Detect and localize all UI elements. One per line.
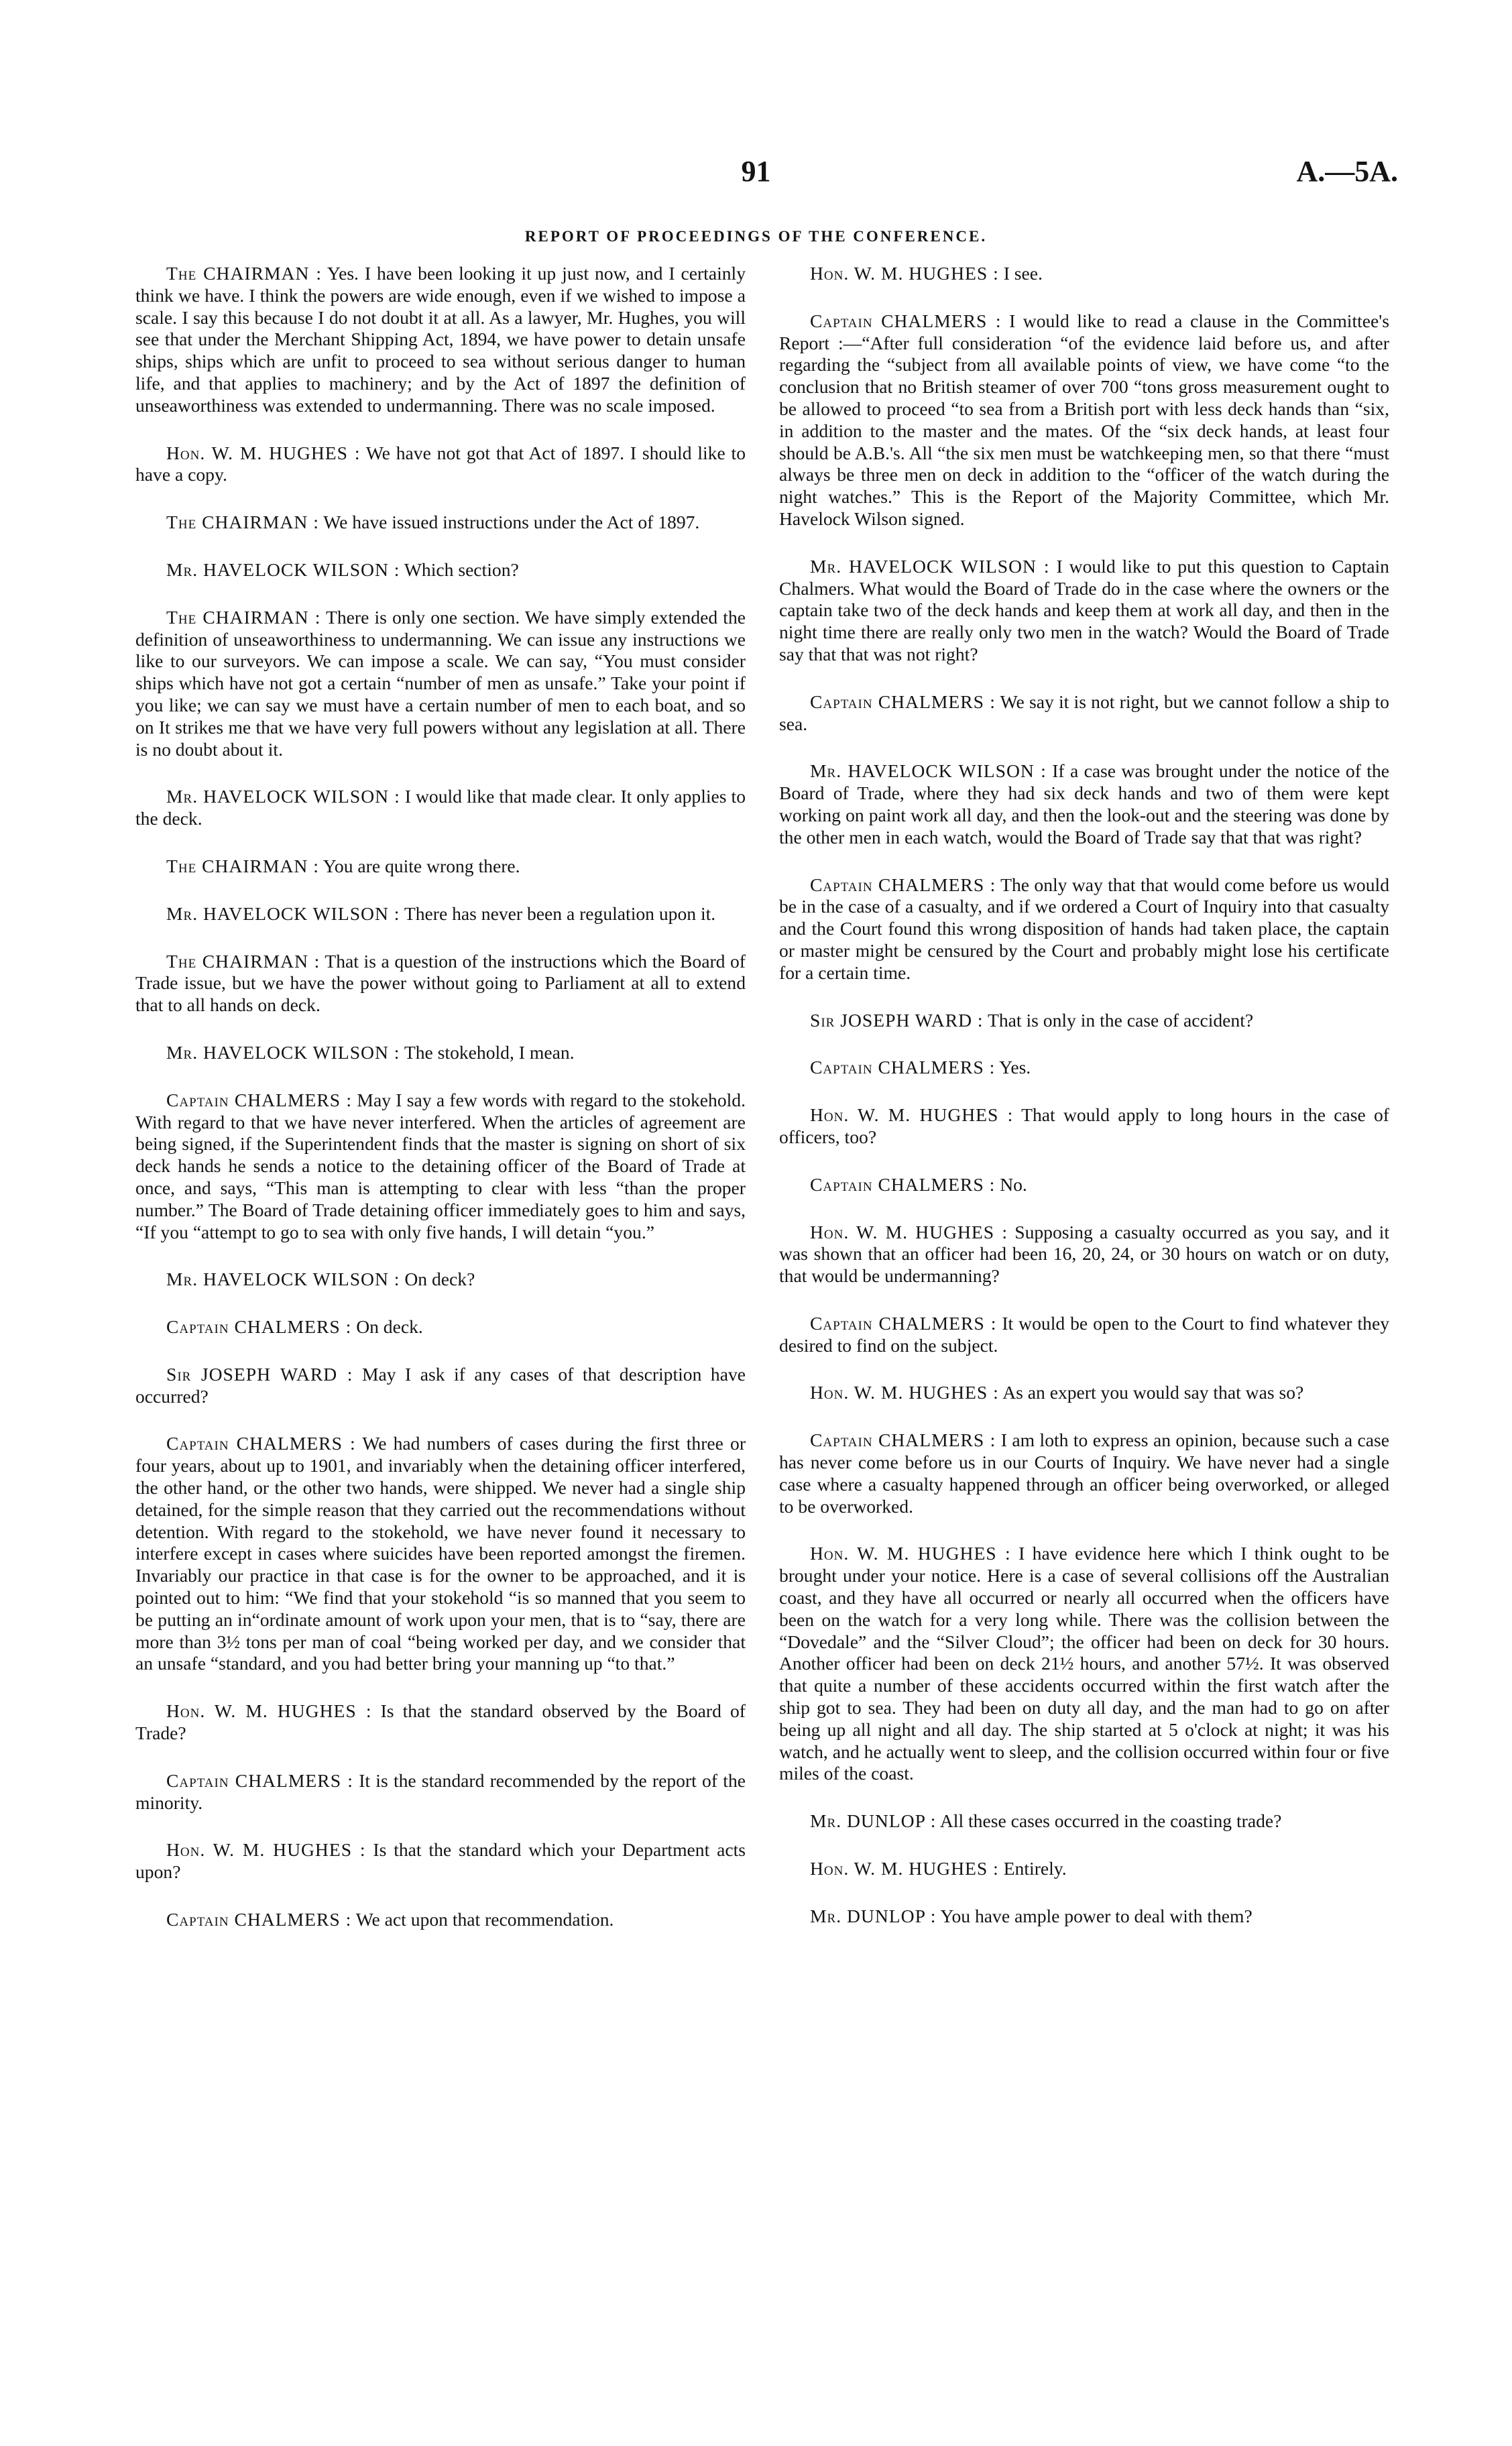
speaker-name: The CHAIRMAN : <box>166 512 319 533</box>
speech-text: May I ask if any cases of that description have occurred? <box>135 1363 746 1407</box>
speech-paragraph <box>135 1316 746 1338</box>
speaker-name: Mr. HAVELOCK WILSON : <box>166 1269 400 1290</box>
speaker-name: Sir JOSEPH WARD : <box>166 1363 353 1385</box>
speech-text: Yes. I have been looking it up just now, and I certainly think we have. I think the powers are wide enough, even if we wished to impose a scale. I say this because I do not doubt it at all. As a lawyer, Mr. Hughes, you will see that under the Merchant Shipping Act, 1894, we have power to detain unsafe ships, ships which are unfit to proceed to sea without serious danger to human life, and that applies to machinery; and by the Act of 1897 the definition of unseaworthiness was extended to undermanning. There was no scale imposed. <box>135 263 746 416</box>
speech-text: If a case was brought under the notice of the Board of Trade, where they had six deck hands and two of them were kept working on paint work all day, and then the look-out and the steering was done by the other men in each watch, would the Board of Trade say that that was right? <box>779 760 1389 848</box>
speaker-name: Mr. HAVELOCK WILSON : <box>166 786 400 807</box>
speech-paragraph <box>135 1770 746 1814</box>
speaker-name: Captain CHALMERS : <box>810 1430 996 1451</box>
speech-paragraph <box>135 951 746 1016</box>
speech-text: We have not got that Act of 1897. I should like to have a copy. <box>135 442 746 485</box>
speech-paragraph <box>779 1057 1389 1079</box>
speaker-name: Hon. W. M. HUGHES : <box>166 442 361 463</box>
speaker-name: Hon. W. M. HUGHES : <box>810 1221 1008 1242</box>
speech-text: As an expert you would say that was so? <box>1002 1382 1304 1403</box>
speech-text: Entirely. <box>1003 1858 1067 1879</box>
speech-text: On deck? <box>404 1269 475 1290</box>
speaker-name: Captain CHALMERS : <box>166 1909 352 1930</box>
speech-paragraph <box>135 1364 746 1408</box>
speech-paragraph <box>779 1104 1389 1149</box>
speech-text: There is only one section. We have simply extended the definition of unseaworthiness to undermanning. We can issue any instructions we like to our surveyors. We can impose a scale. We can say, “You must consider ships which have not got a certain “number of men as unsafe.” Take your point if you like; we can say we must have a certain number of men to each boat, and so on It strikes me that we have very full powers without any legislation at all. There is no doubt about it. <box>135 606 746 760</box>
speech-text: We have issued instructions under the Act of 1897. <box>323 512 700 533</box>
speech-text: Supposing a casualty occurred as you say, and it was shown that an officer had been 16, 20, 24, or 30 hours on watch or on duty, that would be undermanning? <box>779 1221 1390 1287</box>
speech-paragraph <box>779 556 1389 666</box>
speech-paragraph <box>779 1010 1389 1032</box>
speech-paragraph <box>779 1906 1389 1928</box>
speech-paragraph <box>779 1430 1389 1517</box>
speaker-name: Hon. W. M. HUGHES : <box>810 1858 999 1879</box>
speaker-name: Captain CHALMERS : <box>810 691 996 712</box>
speaker-name: Captain CHALMERS : <box>810 310 1002 331</box>
speaker-name: Captain CHALMERS : <box>166 1316 352 1338</box>
speech-text: I would like to put this question to Captain Chalmers. What would the Board of Trade do in the case where the owners or the captain take two of the deck hands and keep them at work all day, and then in the night time there are really only two men in the watch? Would the Board of Trade say that that was not right? <box>779 555 1389 664</box>
speech-text: It would be open to the Court to find whatever they desired to find on the subject. <box>779 1312 1389 1356</box>
speech-text: The only way that that would come before us would be in the case of a casualty, and if we ordered a Court of Inquiry into that casualty and the Court found this wrong disposition of hands had taken place, the captain or master might be censured by the Court and probably might lose his certificate for a certain time. <box>779 874 1389 983</box>
speaker-name: The CHAIRMAN : <box>166 606 321 628</box>
speech-text: Is that the standard which your Department acts upon? <box>135 1839 746 1883</box>
speech-paragraph <box>135 1269 746 1291</box>
speech-paragraph <box>135 856 746 878</box>
speaker-name: Captain CHALMERS : <box>166 1769 353 1791</box>
speech-text: It is the standard recommended by the report of the minority. <box>135 1769 746 1813</box>
document-reference: A.—5A. <box>1296 155 1398 188</box>
speech-paragraph <box>135 512 746 534</box>
speech-text: All these cases occurred in the coasting trade? <box>939 1810 1282 1832</box>
speech-paragraph <box>779 1810 1389 1832</box>
speech-paragraph <box>779 874 1389 984</box>
speaker-name: Hon. W. M. HUGHES : <box>810 263 999 284</box>
speaker-name: Captain CHALMERS : <box>810 1312 997 1334</box>
speech-text: Which section? <box>404 559 519 580</box>
right-column <box>779 263 1389 1953</box>
speech-paragraph <box>135 1700 746 1745</box>
speech-text: That is a question of the instructions which the Board of Trade issue, but we have the power without going to Parliament at all to extend that to all hands on deck. <box>135 950 746 1016</box>
speaker-name: Mr. HAVELOCK WILSON : <box>166 1041 400 1063</box>
speech-paragraph <box>779 691 1389 736</box>
speaker-name: Mr. HAVELOCK WILSON : <box>810 555 1050 577</box>
speaker-name: Captain CHALMERS : <box>810 1173 996 1195</box>
speech-text: That is only in the case of accident? <box>988 1009 1254 1031</box>
speaker-name: Captain CHALMERS : <box>810 1057 996 1078</box>
speech-text: I would like to read a clause in the Committee's Report :—“After full consideration “of the evidence laid before us, and after regarding the “subject from all available points of view, we have come “to the conclusion that no British steamer of over 700 “tons gross measurement ought to be allowed to proceed “to sea from a British port with less deck hands than “six, in addition to the master and the mates. Of the “six deck hands, at least four should be A.B.'s. All “the six men must be watchkeeping men, so that there “must always be three men on deck in addition to the “officer of the watch during the night watches.” This is the Report of the Majority Committee, which Mr. Havelock Wilson signed. <box>779 310 1389 529</box>
speaker-name: Mr. HAVELOCK WILSON : <box>166 559 400 580</box>
speaker-name: Mr. HAVELOCK WILSON : <box>810 760 1047 782</box>
speech-text: Yes. <box>999 1057 1031 1078</box>
speech-paragraph <box>135 1433 746 1675</box>
speaker-name: Captain CHALMERS : <box>166 1433 356 1454</box>
speech-paragraph <box>779 263 1389 285</box>
speech-paragraph <box>779 760 1389 848</box>
speech-paragraph <box>135 1839 746 1883</box>
speech-text: We say it is not right, but we cannot follow a ship to sea. <box>779 691 1389 734</box>
speech-paragraph <box>135 903 746 925</box>
page-number: 91 <box>741 155 771 188</box>
speech-text: The stokehold, I mean. <box>404 1041 575 1063</box>
speech-text: On deck. <box>356 1316 423 1338</box>
speech-text: I am loth to express an opinion, because such a case has never come before us in our Courts of Inquiry. We have never had a single case where a casualty happened through an officer being overworked, or alleged to be overworked. <box>779 1430 1389 1517</box>
speech-paragraph <box>779 1174 1389 1196</box>
speech-text: We had numbers of cases during the first three or four years, about up to 1901, and invariably when the detaining officer interfered, the other hand, or the other two hands, were shipped. We never had a single ship detained, for the simple reason that they carried out the recommendations without detention. With regard to the stokehold, we have never found it necessary to interfere except in cases where suicides have been reported amongst the firemen. Invariably our practice in that case is for the owner to be approached, and it is pointed out to him: “We find that your stokehold “is so manned that you seem to be putting an in“ordinate amount of work upon your men, that is to “say, there are more than 3½ tons per man of coal “being worked per day, and we consider that an unsafe “standard, and you had better bring your manning up “to that.” <box>135 1433 746 1674</box>
speech-text: No. <box>1000 1173 1027 1195</box>
speech-paragraph <box>779 1313 1389 1357</box>
speech-paragraph <box>779 1858 1389 1880</box>
speech-text: I see. <box>1003 263 1043 284</box>
speech-text: I have evidence here which I think ought to be brought under your notice. Here is a case of several collisions off the Australian coast, and they have all occurred or nearly all occurred when the officers have been on the watch for a very long while. There was the collision between the “Dovedale” and the “Silver Cloud”; the officer had been on deck for 30 hours. Another officer had been on deck 21½ hours, and another 57½. It was observed that quite a number of these accidents occurred within the first watch after the ship got to sea. They had been on duty all day, and the man had to go on after being up all night and all day. The ship started at 5 o'clock at night; it was his watch, and he actually went to sleep, and the collision occurred within four or five miles of the coast. <box>779 1543 1389 1784</box>
speech-paragraph <box>135 263 746 417</box>
speech-paragraph <box>135 559 746 581</box>
left-column <box>135 263 746 1957</box>
speaker-name: The CHAIRMAN : <box>166 263 322 284</box>
speech-text: I would like that made clear. It only applies to the deck. <box>135 786 746 829</box>
speech-text: Is that the standard observed by the Board of Trade? <box>135 1700 746 1744</box>
speaker-name: The CHAIRMAN : <box>166 950 321 972</box>
speech-text: May I say a few words with regard to the stokehold. With regard to that we have never interfered. When the articles of agreement are being signed, if the Superintendent finds that the master is signing on short of six deck hands he sends a notice to the detaining officer of the Board of Trade at once, and says, “This man is attempting to clear with less “than the proper number.” The Board of Trade detaining officer immediately goes to him and says, “If you “attempt to go to sea with only five hands, I will detain “you.” <box>135 1089 746 1242</box>
speech-paragraph <box>135 1090 746 1244</box>
speech-paragraph <box>779 1382 1389 1404</box>
speech-paragraph <box>135 786 746 830</box>
speaker-name: Hon. W. M. HUGHES : <box>810 1382 999 1403</box>
speech-paragraph <box>779 1222 1389 1287</box>
speech-paragraph <box>135 1042 746 1064</box>
speaker-name: Hon. W. M. HUGHES : <box>810 1104 1014 1126</box>
speech-text: That would apply to long hours in the case of officers, too? <box>779 1104 1389 1147</box>
speech-text: We act upon that recommendation. <box>355 1909 614 1930</box>
speaker-name: The CHAIRMAN : <box>166 855 319 876</box>
speech-text: There has never been a regulation upon it. <box>404 902 716 924</box>
speech-text: You are quite wrong there. <box>323 855 520 876</box>
speaker-name: Captain CHALMERS : <box>166 1089 353 1110</box>
speaker-name: Mr. DUNLOP : <box>810 1905 937 1926</box>
speaker-name: Sir JOSEPH WARD : <box>810 1009 984 1031</box>
speaker-name: Hon. W. M. HUGHES : <box>166 1700 372 1722</box>
speaker-name: Captain CHALMERS : <box>810 874 996 895</box>
speech-paragraph <box>779 310 1389 530</box>
speaker-name: Mr. DUNLOP : <box>810 1810 937 1832</box>
speech-paragraph <box>135 443 746 487</box>
speaker-name: Mr. HAVELOCK WILSON : <box>166 902 400 924</box>
speaker-name: Hon. W. M. HUGHES : <box>810 1543 1011 1564</box>
speech-text: You have ample power to deal with them? <box>940 1905 1253 1926</box>
speech-paragraph <box>135 607 746 761</box>
speech-paragraph <box>779 1543 1389 1785</box>
section-heading: REPORT OF PROCEEDINGS OF THE CONFERENCE. <box>524 228 988 245</box>
speech-paragraph <box>135 1909 746 1931</box>
speaker-name: Hon. W. M. HUGHES : <box>166 1839 366 1861</box>
